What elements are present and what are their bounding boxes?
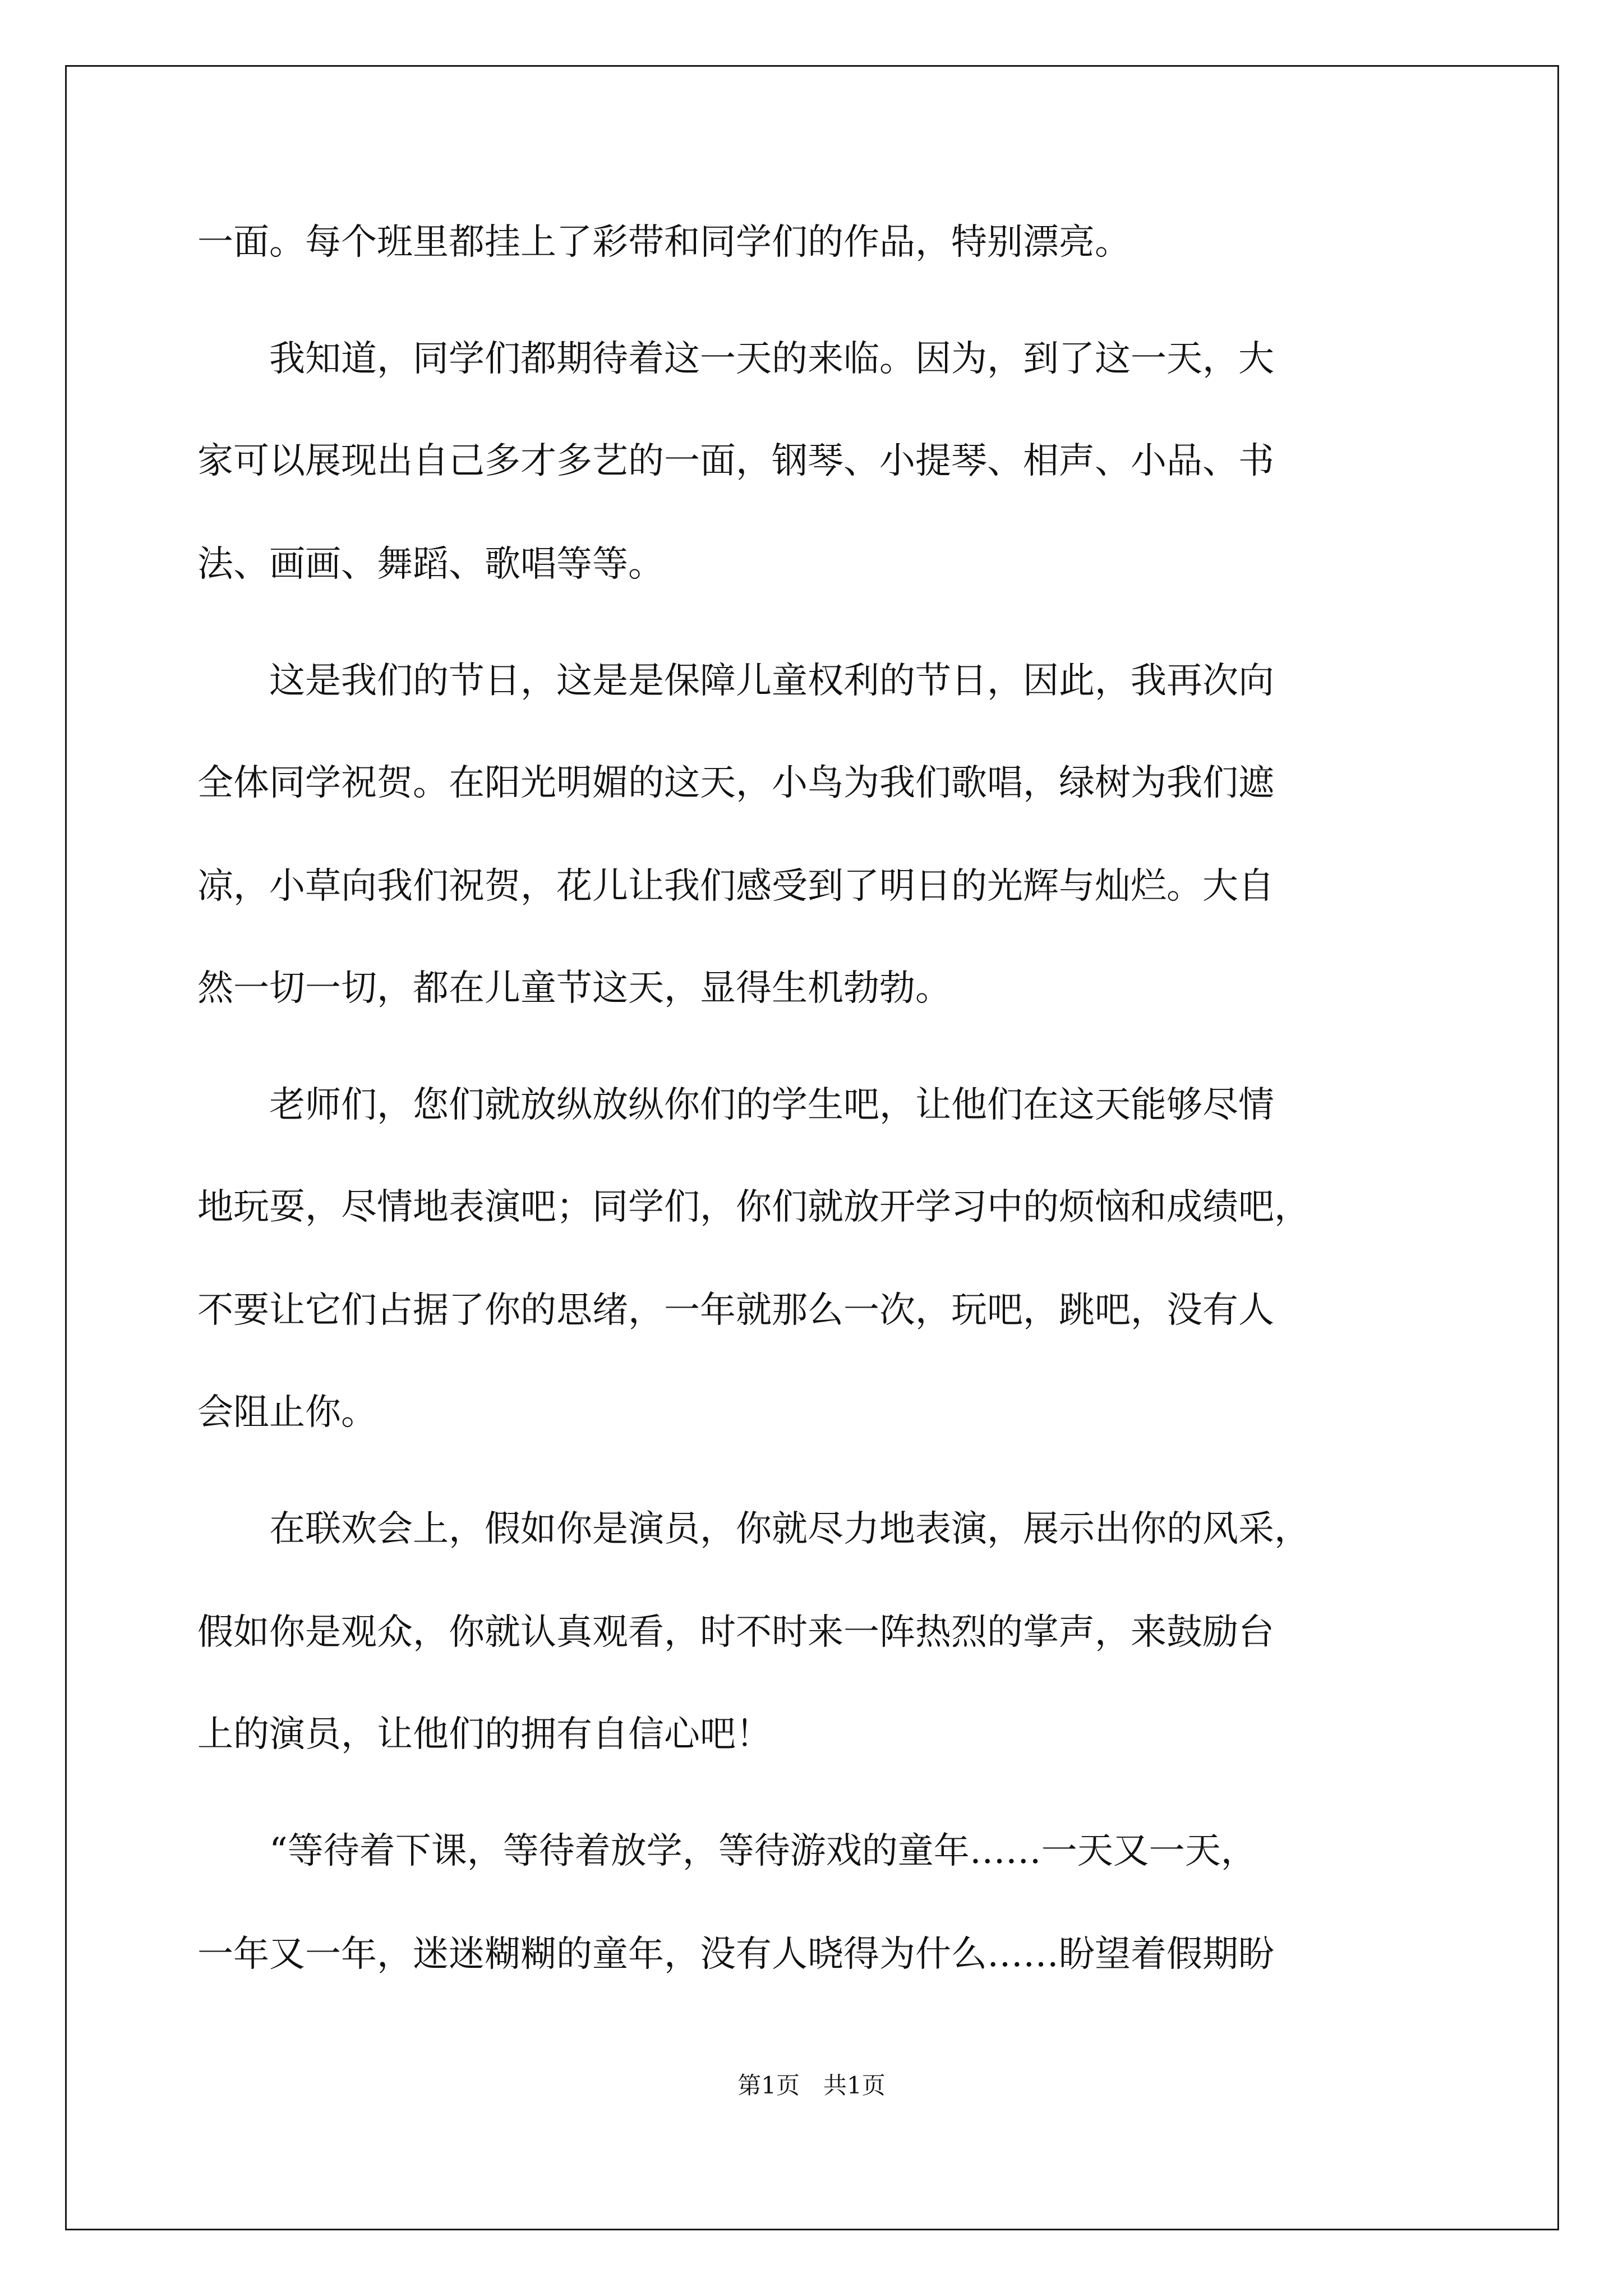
paragraph-line: 我知道，同学们都期待着这一天的来临。因为，到了这一天，大 — [197, 338, 1274, 380]
paragraph-line: 法、画画、舞蹈、歌唱等等。 — [197, 544, 664, 585]
paragraph-line: 家可以展现出自己多才多艺的一面，钢琴、小提琴、相声、小品、书 — [197, 440, 1274, 482]
paragraph-line: 凉，小草向我们祝贺，花儿让我们感受到了明日的光辉与灿烂。大自 — [197, 866, 1274, 907]
paragraph-line: 这是我们的节日，这是是保障儿童权利的节日，因此，我再次向 — [197, 660, 1274, 702]
paragraph-line: 然一切一切，都在儿童节这天，显得生机勃勃。 — [197, 968, 951, 1009]
paragraph-line: 老师们，您们就放纵放纵你们的学生吧，让他们在这天能够尽情 — [197, 1084, 1274, 1126]
paragraph-line: 假如你是观众，你就认真观看，时不时来一阵热烈的掌声，来鼓励台 — [197, 1612, 1274, 1653]
paragraph-line: 不要让它们占据了你的思绪，一年就那么一次，玩吧，跳吧，没有人 — [197, 1290, 1274, 1331]
paragraph-line: 地玩耍，尽情地表演吧；同学们，你们就放开学习中的烦恼和成绩吧， — [197, 1186, 1310, 1228]
paragraph-line: 在联欢会上，假如你是演员，你就尽力地表演，展示出你的风采， — [197, 1508, 1310, 1550]
paragraph-line: 全体同学祝贺。在阳光明媚的这天，小鸟为我们歌唱，绿树为我们遮 — [197, 762, 1274, 804]
page-number-footer: 第1页 共1页 — [737, 2072, 886, 2099]
paragraph-line: 上的演员，让他们的拥有自信心吧！ — [197, 1714, 772, 1755]
paragraph-line: 一年又一年，迷迷糊糊的童年，没有人晓得为什么……盼望着假期盼 — [197, 1934, 1274, 1975]
paragraph-line: “等待着下课，等待着放学，等待游戏的童年……一天又一天， — [197, 1830, 1257, 1872]
paragraph-line: 一面。每个班里都挂上了彩带和同学们的作品，特别漂亮。 — [197, 222, 1131, 263]
page-border — [65, 65, 1559, 2230]
paragraph-line: 会阻止你。 — [197, 1392, 377, 1433]
